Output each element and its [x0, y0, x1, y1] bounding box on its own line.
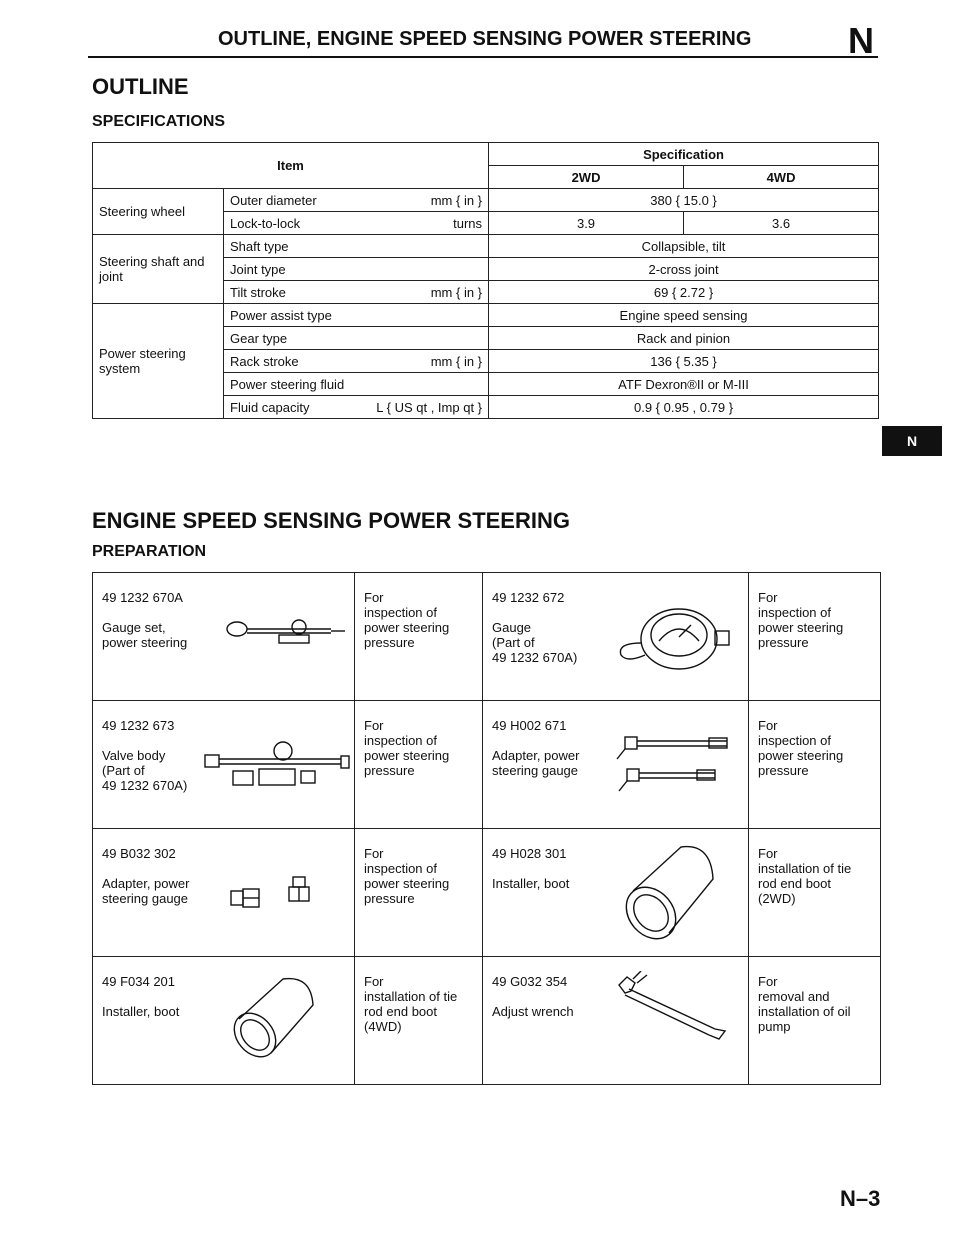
table-row [93, 701, 881, 829]
spec-value-2wd: 3.9 [489, 212, 684, 235]
spec-value: 0.9 { 0.95 , 0.79 } [489, 396, 879, 419]
tool-purpose: For inspection of power steering pressure [364, 590, 450, 650]
specifications-table [92, 142, 879, 419]
spec-value: Collapsible, tilt [489, 235, 879, 258]
tool-part-number: 49 F034 201 [102, 974, 176, 989]
tool-purpose: For inspection of power steering pressure [758, 718, 844, 778]
item-label: Joint type [224, 258, 489, 281]
item-label: Shaft type [224, 235, 489, 258]
item-unit: turns [453, 215, 483, 231]
col-header-item: Item [93, 143, 489, 189]
item-label: Gear type [224, 327, 489, 350]
tool-part-number: 49 1232 672 [492, 590, 565, 605]
table-row [93, 573, 881, 701]
table-row [93, 304, 879, 327]
section-letter: N [848, 20, 874, 61]
boot-installer-small-icon [223, 969, 323, 1069]
outline-heading: OUTLINE [92, 74, 189, 99]
tool-purpose: For installation of tie rod end boot (4WD) [364, 974, 458, 1034]
gauge-set-icon [221, 615, 349, 649]
tool-name: Gauge (Part of 49 1232 670A) [492, 620, 578, 665]
spec-value: 2-cross joint [489, 258, 879, 281]
spec-value: Rack and pinion [489, 327, 879, 350]
tool-part-number: 49 H028 301 [492, 846, 567, 861]
group-label: Steering shaft and joint [93, 235, 224, 304]
group-label: Power steering system [93, 304, 224, 419]
tool-part-number: 49 G032 354 [492, 974, 568, 989]
item-unit: mm { in } [430, 192, 483, 208]
tool-purpose: For inspection of power steering pressure [758, 590, 844, 650]
page-header [88, 20, 878, 61]
tool-purpose: For inspection of power steering pressure [364, 846, 450, 906]
item-unit: L { US qt , Imp qt } [376, 399, 483, 415]
preparation-heading: PREPARATION [92, 543, 207, 560]
spec-value: 69 { 2.72 } [489, 281, 879, 304]
boot-installer-icon [613, 839, 723, 951]
table-row [93, 235, 879, 258]
item-label: Tilt stroke [230, 284, 286, 300]
col-header-4wd: 4WD [684, 166, 879, 189]
valve-body-icon [201, 737, 351, 793]
tool-purpose: For removal and installation of oil pump [758, 974, 851, 1034]
fitting-adapter-icon [227, 867, 327, 913]
tool-part-number: 49 B032 302 [102, 846, 176, 861]
item-label: Power assist type [224, 304, 489, 327]
item-unit: mm { in } [430, 284, 483, 300]
tool-purpose: For inspection of power steering pressure [364, 718, 450, 778]
table-row [93, 957, 881, 1085]
group-label: Steering wheel [93, 189, 224, 235]
tool-purpose: For installation of tie rod end boot (2WD) [758, 846, 852, 906]
spec-value: Engine speed sensing [489, 304, 879, 327]
col-header-2wd: 2WD [489, 166, 684, 189]
item-unit: mm { in } [430, 353, 483, 369]
tool-part-number: 49 H002 671 [492, 718, 567, 733]
spec-value: 380 { 15.0 } [489, 189, 879, 212]
table-row [93, 829, 881, 957]
item-label: Power steering fluid [224, 373, 489, 396]
item-label: Fluid capacity [230, 399, 310, 415]
essps-heading: ENGINE SPEED SENSING POWER STEERING [92, 508, 570, 533]
item-label: Outer diameter [230, 192, 317, 208]
spec-value: ATF Dexron®II or M-III [489, 373, 879, 396]
pressure-gauge-icon [611, 603, 737, 673]
specifications-heading: SPECIFICATIONS [92, 113, 226, 130]
preparation-tools-table [92, 572, 881, 1085]
tool-name: Adjust wrench [492, 1004, 574, 1019]
table-row [93, 189, 879, 212]
item-label: Lock-to-lock [230, 215, 301, 231]
tool-name: Installer, boot [492, 876, 570, 891]
tool-part-number: 49 1232 670A [102, 590, 183, 605]
tool-part-number: 49 1232 673 [102, 718, 175, 733]
col-header-spec: Specification [489, 143, 879, 166]
spec-value-4wd: 3.6 [684, 212, 879, 235]
hose-adapter-icon [611, 729, 743, 795]
tool-name: Valve body (Part of 49 1232 670A) [102, 748, 188, 793]
tool-name: Installer, boot [102, 1004, 180, 1019]
section-tab[interactable]: N [882, 426, 942, 456]
header-title: OUTLINE, ENGINE SPEED SENSING POWER STEERING [218, 28, 752, 50]
page-number: N–3 [840, 1186, 881, 1211]
tool-name: Adapter, power steering gauge [102, 876, 190, 906]
wrench-icon [611, 971, 743, 1047]
spec-value: 136 { 5.35 } [489, 350, 879, 373]
tool-name: Gauge set, power steering [102, 620, 188, 650]
tool-name: Adapter, power steering gauge [492, 748, 580, 778]
item-label: Rack stroke [230, 353, 299, 369]
